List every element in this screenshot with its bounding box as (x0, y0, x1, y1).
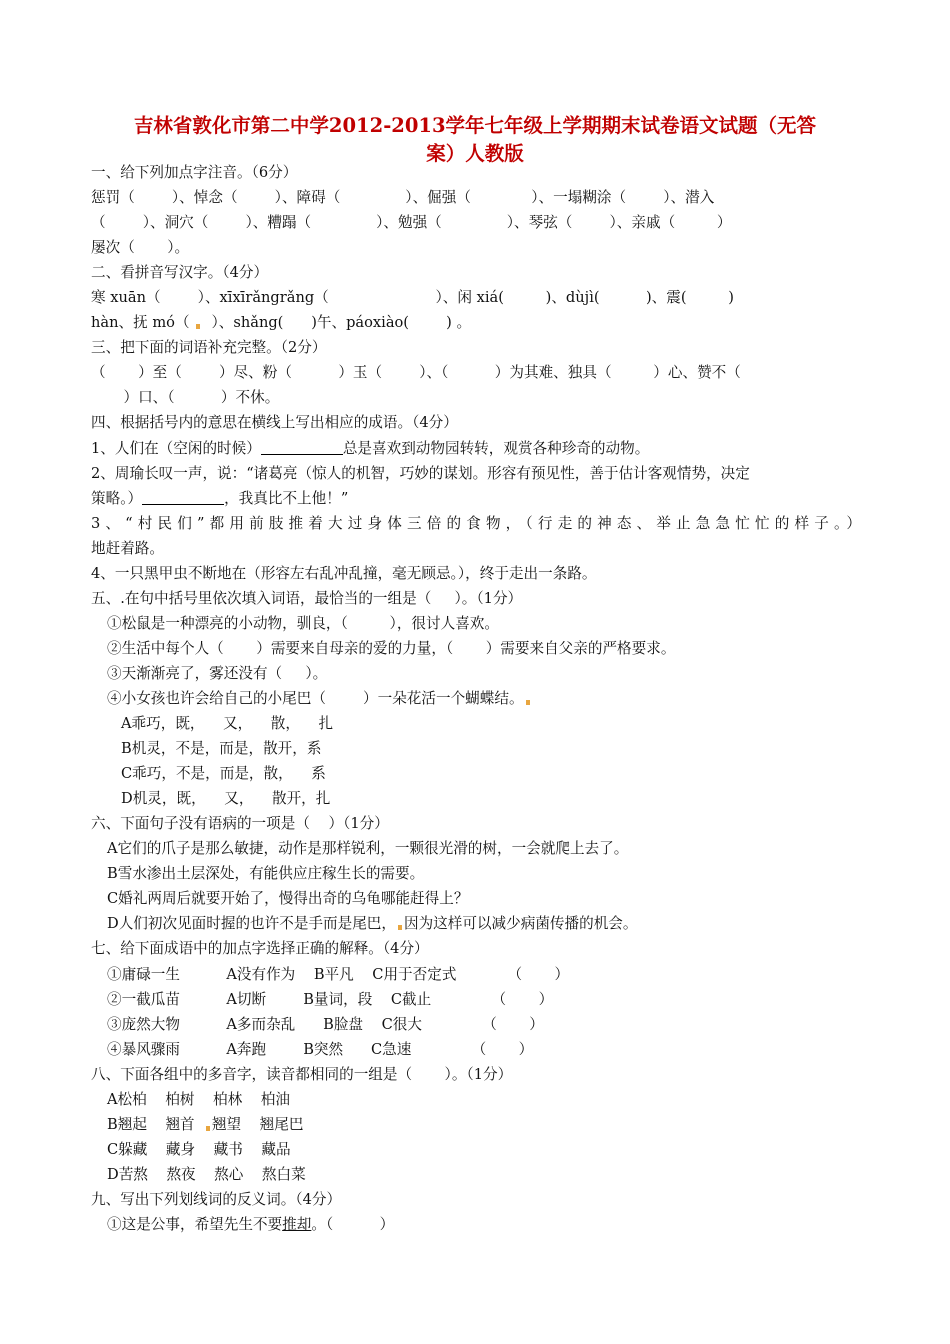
marker-icon (398, 925, 402, 930)
q7-row-1: ①庸碌一生 A没有作为 B平凡 C用于否定式 （ ） (107, 965, 570, 983)
answer-blank (261, 438, 343, 455)
q5-heading: 五、.在句中括号里依次填入词语，最恰当的一组是（ ）。（1分） (91, 589, 523, 607)
q5-sentence-3: ③天渐渐亮了，雾还没有（ ）。 (107, 664, 328, 682)
marker-icon (206, 1126, 210, 1131)
q6-option-b: B雪水渗出土层深处，有能供应庄稼生长的需要。 (107, 865, 425, 883)
title-line-1: 吉林省敦化市第二中学2012-2013学年七年级上学期期末试卷语文试题（无答 (133, 114, 817, 137)
q3-line-2: ）口、（ ）不休。 (91, 389, 280, 407)
q5-sentence-4 (91, 686, 861, 711)
q4-item-2-post: ，我真比不上他！” (224, 489, 349, 507)
q4-item-2-pre: 策略。） (91, 489, 143, 507)
q5-option-c: C乖巧，不是，而是，散， 系 (121, 765, 326, 783)
q4-item-3: 3、“村民们”都用前肢推着大过身体三倍的食物，（行走的神态、举止急急忙忙的样子。） (91, 514, 861, 532)
q5-option-b: B机灵，不是，而是，散开，系 (121, 740, 322, 758)
q6-option-d-a: D人们初次见面时握的也许不是手而是尾巴， (107, 915, 396, 933)
q9-sentence-1-a: ①这是公事，希望先生不要 (107, 1215, 283, 1233)
q6-heading: 六、下面句子没有语病的一项是（ ）（1分） (91, 815, 389, 833)
q9-heading: 九、写出下列划线词的反义词。（4分） (91, 1190, 342, 1208)
q2-line-2-b: ）、shǎng( )午、páoxiào( ) 。 (202, 314, 472, 332)
q2-heading: 二、看拼音写汉字。（4分） (91, 264, 269, 282)
q8-option-b-a: B翘起 翘首 (107, 1115, 204, 1133)
q8-option-b-b: 翘望 翘尾巴 (211, 1115, 304, 1133)
q5-option-d: D机灵，既， 又， 散开，扎 (121, 790, 331, 808)
q7-row-2: ②一截瓜苗 A切断 B量词，段 C截止 （ ） (107, 990, 554, 1008)
q4-item-1-a: 1、人们在（空闲的时候） (91, 439, 261, 457)
q5-option-a: A乖巧，既， 又， 散， 扎 (121, 715, 334, 733)
underlined-word: 推却 (282, 1215, 312, 1233)
q1-line-1: 惩罚（ ）、悼念（ ）、障碍（ ）、倔强（ ）、一塌糊涂（ ）、潜入 (91, 189, 715, 207)
q4-item-2-cont (91, 486, 861, 511)
q5-sentence-2: ②生活中每个人（ ）需要来自母亲的爱的力量，（ ）需要来自父亲的严格要求。 (107, 639, 676, 657)
q7-heading: 七、给下面成语中的加点字选择正确的解释。（4分） (91, 940, 429, 958)
marker-icon (526, 700, 530, 705)
q4-item-1 (91, 436, 861, 461)
q3-heading: 三、把下面的词语补充完整。（2分） (91, 339, 327, 357)
q4-heading: 四、根据括号内的意思在横线上写出相应的成语。（4分） (91, 414, 458, 432)
answer-blank (142, 488, 224, 505)
q9-sentence-1 (91, 1212, 861, 1237)
q2-line-1: 寒 xuān（ ）、xīxīrǎngrǎng（ ）、闲 xiá( )、dùjì( )、震( ) (91, 289, 734, 307)
q2-line-2 (91, 310, 861, 335)
q1-line-3: 屡次（ ）。 (91, 239, 190, 257)
q4-item-2: 2、周瑜长叹一声，说：“诸葛亮（惊人的机智，巧妙的谋划。形容有预见性，善于估计客观情势，决定 (91, 464, 750, 482)
q1-line-2: （ ）、洞穴（ ）、糟蹋（ ）、勉强（ ）、琴弦（ ）、亲戚（ ） (91, 214, 732, 232)
marker-icon (196, 324, 200, 329)
q6-option-d (91, 911, 861, 936)
q8-option-b (91, 1112, 861, 1137)
title-line-2: 案）人教版 (426, 142, 524, 165)
q4-item-3-cont: 地赶着路。 (91, 539, 164, 557)
q2-line-2-a: hàn、抚 mó（ (91, 314, 195, 332)
q8-option-a: A松柏 柏树 柏林 柏油 (107, 1090, 290, 1108)
q8-option-c: C躲藏 藏身 藏书 藏品 (107, 1140, 291, 1158)
q6-option-a: A它们的爪子是那么敏捷，动作是那样锐利，一颗很光滑的树，一会就爬上去了。 (107, 840, 629, 858)
q4-item-1-b: 总是喜欢到动物园转转，观赏各种珍奇的动物。 (342, 439, 650, 457)
q9-sentence-1-b: 。（ ） (311, 1215, 395, 1233)
q7-row-3: ③庞然大物 A多而杂乱 B脸盘 C很大 （ ） (107, 1015, 544, 1033)
q1-heading: 一、给下列加点字注音。（6分） (91, 164, 298, 181)
document-body (91, 160, 861, 1237)
q6-option-c: C婚礼两周后就要开始了，慢得出奇的乌龟哪能赶得上？ (107, 890, 469, 908)
q7-row-4: ④暴风骤雨 A奔跑 B突然 C急速 （ ） (107, 1040, 534, 1058)
q8-heading: 八、下面各组中的多音字，读音都相同的一组是（ ）。（1分） (91, 1065, 513, 1083)
q5-sentence-1: ①松鼠是一种漂亮的小动物，驯良，（ ），很讨人喜欢。 (107, 614, 499, 632)
q5-sentence-4-text: ④小女孩也许会给自己的小尾巴（ ）一朵花活一个蝴蝶结。 (107, 689, 524, 707)
q3-line-1: （ ）至（ ）尽、粉（ ）玉（ ）、（ ）为其难、独具（ ）心、赞不（ (91, 364, 741, 382)
q8-option-d: D苦熬 熬夜 熬心 熬白菜 (107, 1165, 306, 1183)
q4-item-4: 4、一只黑甲虫不断地在（形容左右乱冲乱撞，毫无顾忌。），终于走出一条路。 (91, 564, 597, 582)
q6-option-d-b: 因为这样可以减少病菌传播的机会。 (403, 915, 638, 933)
